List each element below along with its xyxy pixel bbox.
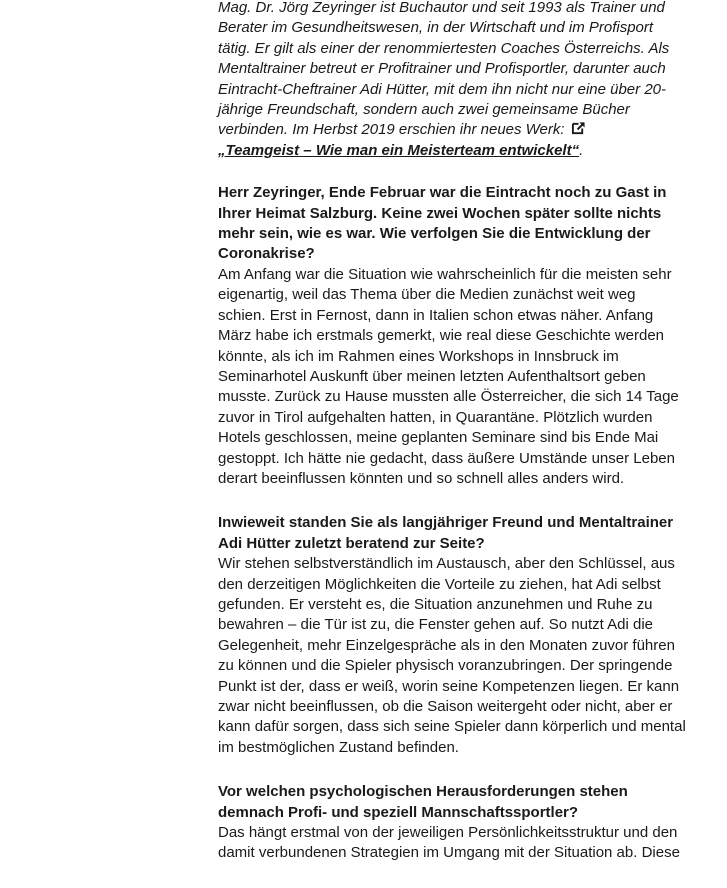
author-intro (218, 0, 686, 161)
interview-question: Vor welchen psychologischen Herausforderungen stehen demnach Profi- und speziell Mannschaftssportler? (218, 783, 628, 821)
article-body (218, 0, 686, 888)
qa-block-2 (218, 513, 686, 758)
intro-text: Mag. Dr. Jörg Zeyringer ist Buchautor und seit 1993 als Trainer und Berater im Gesundheitswesen, in der Wirtschaft und im Profisport tätig. Er gilt als einer der renommiertesten Coaches Österreichs. Als Mentaltrainer betreut er Profitrainer und Profisportler, darunter auch Eintracht-Cheftrainer Adi Hütter, mit dem ihn nicht nur eine über 20-jährige Freundschaft, sondern auch zwei gemeinsame Bücher verbinden. Im Herbst 2019 erschien ihr neues Werk: (218, 0, 670, 139)
qa-block-3 (218, 782, 686, 864)
interview-answer: Wir stehen selbstverständlich im Austausch, aber den Schlüssel, aus den derzeitigen Möglichkeiten die Vorteile zu ziehen, hat Adi selbst gefunden. Er versteht es, die Situation anzunehmen und Ruhe zu bewahren – die Tür ist zu, die Fenster gehen auf. So nutzt Adi die Gelegenheit, mehr Einzelgespräche als in den Monaten zuvor führen zu können und die Spieler physisch voranzubringen. Der springende Punkt ist der, dass er weiß, worin seine Kompetenzen liegen. Er kann zwar nicht beeinflussen, ob die Saison weitergeht oder nicht, aber er kann dafür sorgen, dass sich seine Spieler dann körperlich und mental im bestmöglichen Zustand befinden. (218, 555, 686, 756)
interview-answer: Am Anfang war die Situation wie wahrscheinlich für die meisten sehr eigenartig, weil das Thema über die Medien zunächst weit weg schien. Erst in Fernost, dann in Italien schon etwas näher. Anfang März habe ich erstmals gemerkt, wie real diese Geschichte werden könnte, als ich im Rahmen eines Workshops in Innsbruck im Seminarhotel Auskunft über meinen letzten Aufenthaltsort geben musste. Zurück zu Hause mussten alle Österreicher, die sich 14 Tage zuvor in Tirol aufgehalten hatten, in Quarantäne. Plötzlich wurden Hotels geschlossen, meine geplanten Seminare sind bis Ende Mai gestoppt. Ich hätte nie gedacht, dass äußere Umstände unser Leben derart beeinflussen könnten und so schnell alles anders wird. (218, 265, 679, 487)
qa-block-1 (218, 183, 686, 489)
interview-question: Inwieweit standen Sie als langjähriger Freund und Mentaltrainer Adi Hütter zuletzt beratend zur Seite? (218, 514, 674, 552)
interview-answer: Das hängt erstmal von der jeweiligen Persönlichkeitsstruktur und den damit verbundenen Strategien im Umgang mit der Situation ab. Diese (218, 824, 680, 862)
external-link-icon (571, 121, 586, 135)
interview-question: Herr Zeyringer, Ende Februar war die Eintracht noch zu Gast in Ihrer Heimat Salzburg. Keine zwei Wochen später sollte nichts mehr sein, wie es war. Wie verfolgen Sie die Entwicklung der Coronakrise? (218, 184, 667, 263)
intro-end: . (579, 141, 584, 159)
book-link[interactable]: „Teamgeist – Wie man ein Meisterteam entwickelt“ (218, 141, 580, 159)
